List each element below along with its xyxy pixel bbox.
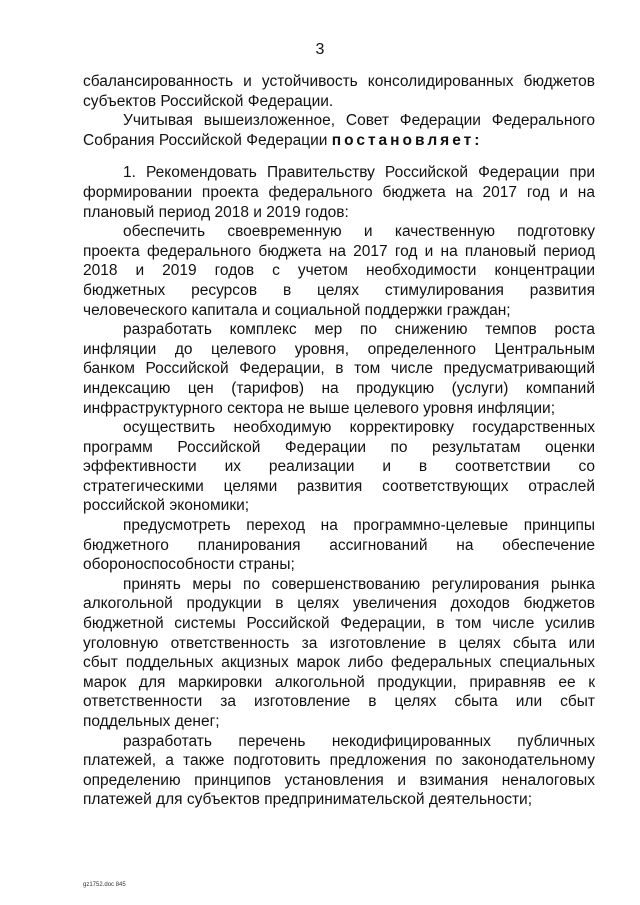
text-line [83,790,595,810]
text-line [83,203,595,223]
text-line-content: российской экономики; [83,497,250,515]
text-line [83,732,595,752]
text-line-content: программ Российской Федерации по результатам оценки [83,438,595,456]
text-line-content: инфляции до целевого уровня, определенного Центральным [83,340,595,358]
text-line [83,712,595,732]
text-line [83,516,595,536]
text-line [83,183,595,203]
text-line [83,163,595,183]
text-line [83,634,595,654]
text-line-content: бюджетной системы Российской Федерации, в том числе усилив [83,615,595,633]
text-line-content: бюджетного планирования ассигнований на обеспечение [83,536,595,554]
text-line-content: Учитывая вышеизложенное, Совет Федерации Федерального [123,112,595,130]
text-line [83,496,595,516]
text-line [83,418,595,438]
resolution-keyword: постановляет [331,131,475,149]
text-line-content: 2018 и 2019 годов с учетом необходимости концентрации [83,262,595,280]
text-line [83,92,595,112]
text-line-content: ответственности за изготовление в целях сбыта или сбыт [83,693,595,711]
text-line [83,399,595,419]
text-line-content: платежей, а также подготовить предложения по законодательному [83,752,595,770]
text-line-content: формировании проекта федерального бюджета на 2017 год и на [83,183,595,201]
text-line-content: стратегическими целями развития соответствующих отраслей [83,477,595,495]
text-line-content: предусмотреть переход на программно-целевые принципы [123,517,595,535]
text-line [83,653,595,673]
text-line-content: уголовную ответственность за изготовление в целях сбыта или [83,634,595,652]
text-line-content: бюджетных ресурсов в целях стимулирования развития [83,281,595,299]
text-line-content: разработать комплекс мер по снижению темпов роста [123,321,595,339]
text-line [83,673,595,693]
text-line-content: 1. Рекомендовать Правительству Российской Федерации при [123,164,595,182]
footer-file-code: gz1752.doc 845 [83,882,126,888]
text-line [83,340,595,360]
text-line-content: обороноспособности страны; [83,556,295,574]
text-line-content: плановый период 2018 и 2019 годов: [83,203,349,221]
text-line [83,771,595,791]
text-line-content: алкогольной продукции в целях увеличения доходов бюджетов [83,595,595,613]
text-line [83,111,595,131]
text-line-content: субъектов Российской Федерации. [83,92,334,110]
text-line [83,575,595,595]
text-line [83,131,595,151]
text-line [83,281,595,301]
text-line [83,301,595,321]
text-line-content: платежей для субъектов предпринимательской деятельности; [83,791,533,809]
text-line [83,438,595,458]
text-line-content: человеческого капитала и социальной поддержки граждан; [83,301,511,319]
text-line-content: поддельных денег; [83,713,220,730]
document-body [83,72,595,810]
text-line [83,594,595,614]
page-number: 3 [315,41,325,58]
text-line [83,320,595,340]
paragraph-gap [83,150,595,163]
text-line [83,751,595,771]
text-line-content: банком Российской Федерации, в том числе предусматривающий [83,360,595,378]
text-line-content: индексацию цен (тарифов) на продукцию (услуги) компаний [83,379,595,397]
text-line-content: сбалансированность и устойчивость консолидированных бюджетов [83,73,595,90]
text-line [83,477,595,497]
text-line-content: сбыт поддельных акцизных марок либо федеральных специальных [83,654,595,672]
text-line [83,72,595,92]
text-line-content: проекта федерального бюджета на 2017 год и на плановый период [83,242,595,260]
text-line [83,457,595,477]
text-line [83,536,595,556]
text-line-content: эффективности их реализации и в соответствии со [83,458,595,476]
resolution-keyword-colon: : [474,131,480,149]
text-line [83,692,595,712]
text-line [83,359,595,379]
text-line-content: разработать перечень некодифицированных публичных [123,732,595,750]
text-line [83,379,595,399]
text-line-content: инфраструктурного сектора не выше целевого уровня инфляции; [83,399,556,417]
text-line-content: обеспечить своевременную и качественную подготовку [123,223,595,241]
text-line-content: принять меры по совершенствованию регулирования рынка [123,575,595,593]
text-line-content: определению принципов установления и взимания неналоговых [83,771,595,789]
text-line [83,261,595,281]
text-line [83,555,595,575]
text-line [83,242,595,262]
text-line [83,222,595,242]
text-line [83,614,595,634]
text-line-content: осуществить необходимую корректировку государственных [123,419,595,437]
text-line-content: марок для маркировки алкогольной продукции, приравняв ее к [83,673,595,691]
text-line-content: Собрания Российской Федерации [83,131,328,149]
